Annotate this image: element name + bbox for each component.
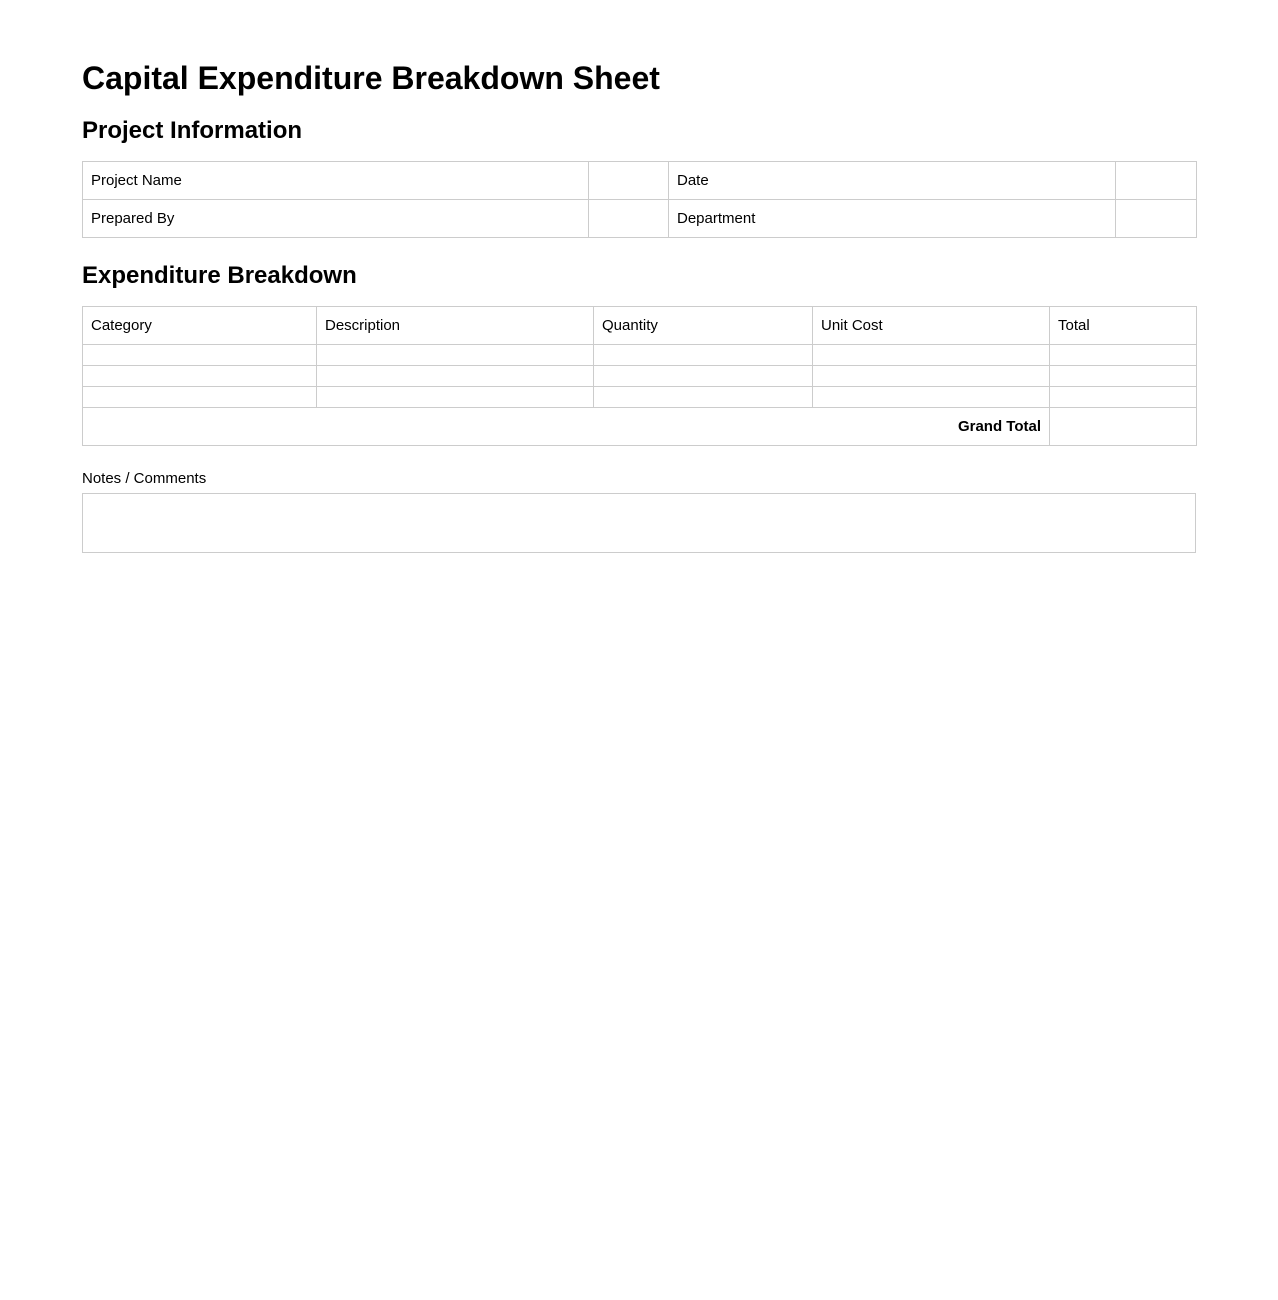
department-field[interactable] <box>1116 200 1197 238</box>
date-field[interactable] <box>1116 162 1197 200</box>
notes-label: Notes / Comments <box>82 470 207 487</box>
project-name-label: Project Name <box>83 162 589 200</box>
quantity-cell[interactable] <box>594 366 813 387</box>
description-cell[interactable] <box>317 345 594 366</box>
expenditure-table <box>82 306 1197 446</box>
table-row <box>83 366 1197 387</box>
date-label: Date <box>669 162 1116 200</box>
grand-total-label: Grand Total <box>83 408 1050 446</box>
expenditure-heading: Expenditure Breakdown <box>82 262 357 289</box>
grand-total-row <box>83 408 1197 446</box>
prepared-by-field[interactable] <box>589 200 669 238</box>
notes-textarea[interactable] <box>82 493 1196 553</box>
total-cell[interactable] <box>1050 387 1197 408</box>
prepared-by-label: Prepared By <box>83 200 589 238</box>
total-cell[interactable] <box>1050 366 1197 387</box>
column-header-description: Description <box>317 307 594 345</box>
project-info-row <box>83 200 1197 238</box>
table-row <box>83 387 1197 408</box>
unit-cost-cell[interactable] <box>813 387 1050 408</box>
column-header-total: Total <box>1050 307 1197 345</box>
quantity-cell[interactable] <box>594 387 813 408</box>
table-header-row <box>83 307 1197 345</box>
unit-cost-cell[interactable] <box>813 345 1050 366</box>
department-label: Department <box>669 200 1116 238</box>
grand-total-value[interactable] <box>1050 408 1197 446</box>
page-title: Capital Expenditure Breakdown Sheet <box>82 60 660 96</box>
category-cell[interactable] <box>83 366 317 387</box>
unit-cost-cell[interactable] <box>813 366 1050 387</box>
column-header-category: Category <box>83 307 317 345</box>
table-row <box>83 345 1197 366</box>
column-header-quantity: Quantity <box>594 307 813 345</box>
total-cell[interactable] <box>1050 345 1197 366</box>
project-info-row <box>83 162 1197 200</box>
description-cell[interactable] <box>317 366 594 387</box>
project-name-field[interactable] <box>589 162 669 200</box>
category-cell[interactable] <box>83 387 317 408</box>
project-info-heading: Project Information <box>82 117 303 144</box>
project-info-table <box>82 161 1197 238</box>
column-header-unit-cost: Unit Cost <box>813 307 1050 345</box>
description-cell[interactable] <box>317 387 594 408</box>
quantity-cell[interactable] <box>594 345 813 366</box>
category-cell[interactable] <box>83 345 317 366</box>
